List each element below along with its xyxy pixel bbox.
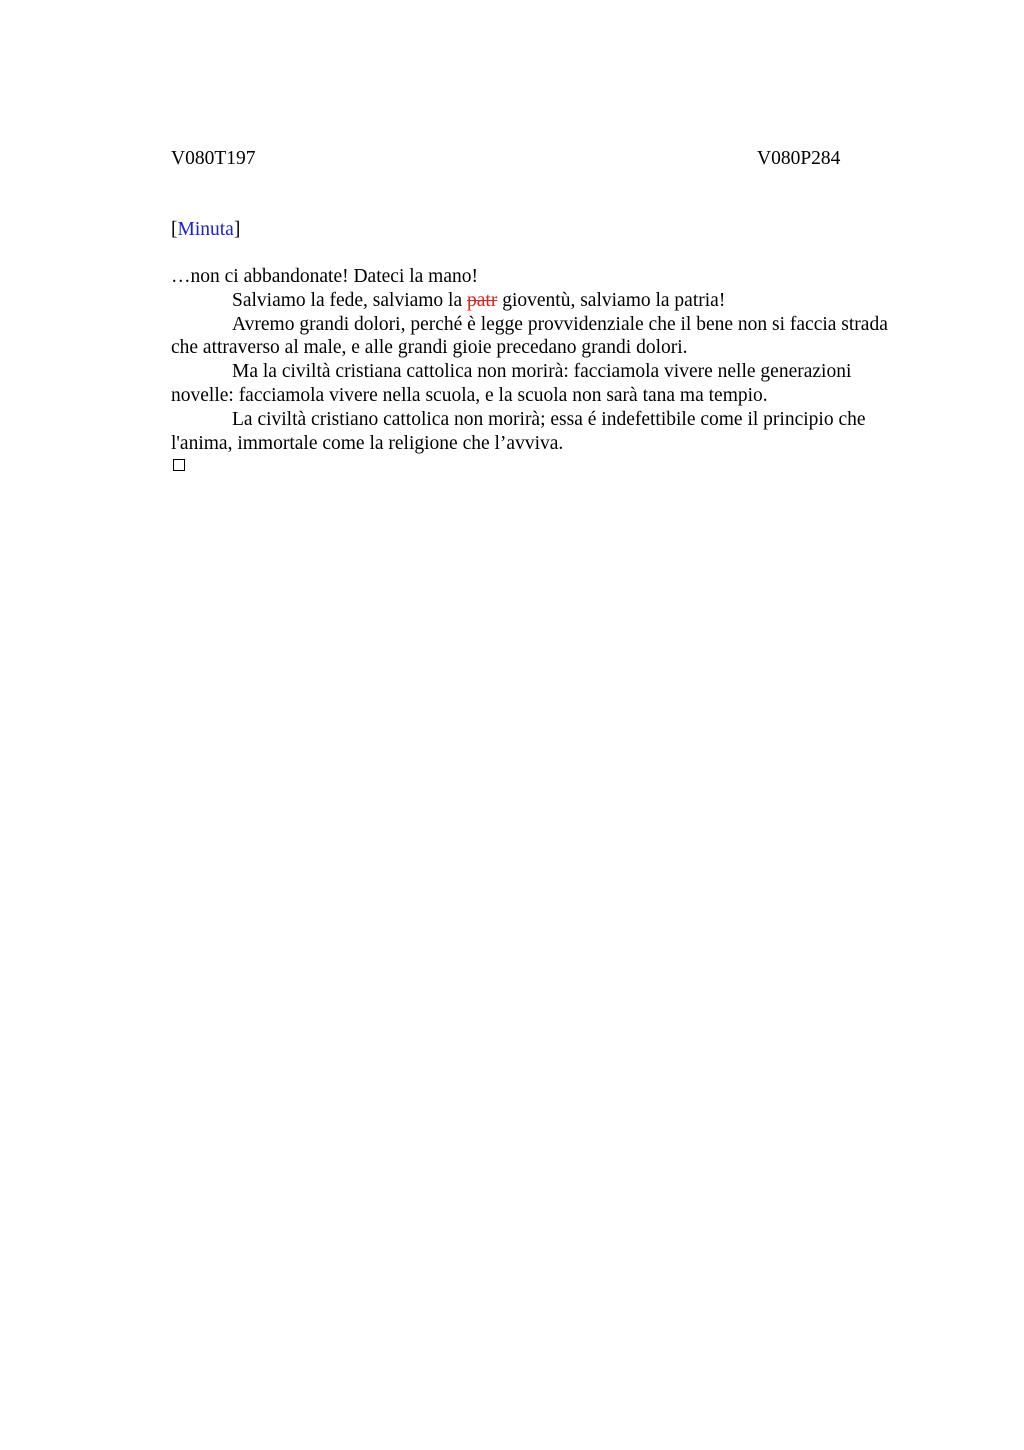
section-tag: Minuta: [177, 219, 234, 240]
paragraph-1: …non ci abbandonate! Dateci la mano!: [171, 266, 479, 287]
square-outline-icon: [173, 459, 185, 471]
bracket-close: ]: [233, 219, 241, 240]
document-code-right: V080P284: [757, 148, 841, 169]
deleted-word: patr: [467, 289, 498, 311]
document-code-left: V080T197: [171, 148, 256, 169]
paragraph-2-after: gioventù, salviamo la patria!: [497, 289, 726, 311]
paragraph-4: Ma la civiltà cristiana cattolica non morirà: facciamola vivere nelle generazioni novelle: facciamola vivere nella scuola, e la scuola non sarà tana ma tempio.: [171, 361, 852, 406]
bracket-open: [: [171, 219, 178, 240]
paragraph-5: La civiltà cristiano cattolica non morirà; essa é indefettibile come il principio che l'anima, immortale come la religione che l’avviva.: [171, 408, 866, 454]
paragraph-2: [171, 289, 911, 313]
paragraph-3: Avremo grandi dolori, perché è legge provvidenziale che il bene non si faccia strada che attraverso al male, e alle grandi gioie precedano grandi dolori.: [171, 313, 888, 359]
body-text: [171, 265, 911, 455]
paragraph-2-before: Salviamo la fede, salviamo la: [232, 289, 468, 311]
section-label: [171, 218, 240, 242]
